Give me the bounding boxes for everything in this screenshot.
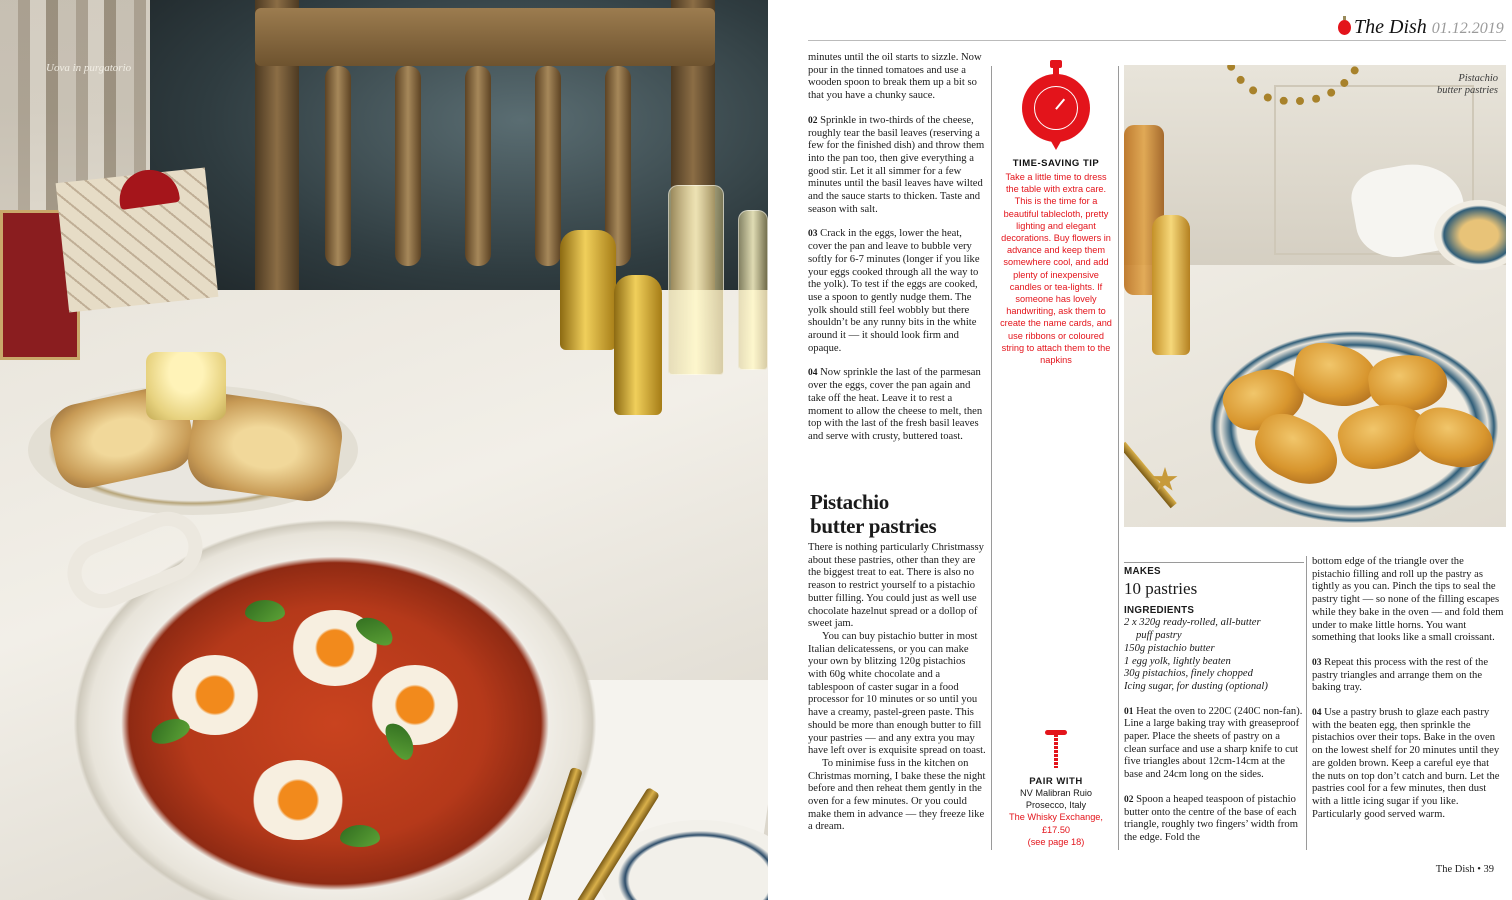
photo-egg [250,760,346,840]
recipe-title-line2: butter pastries [810,514,937,538]
photo-champagne-glass [738,210,768,370]
photo-basil [340,825,380,847]
tip-body: Take a little time to dress the table with extra care. This is the time for a beautiful tablecloth, pretty lighting and elegant decorations. Buy flowers in advance and keep them somewhere cool, and add plenty of inexpensive candles or tea-lights. If someone has lovely handwriting, ask them to create the name cards, and use ribbons or coloured string to attach them to the napkins [1000,172,1112,366]
header-date: 01.12.2019 [1431,20,1504,37]
step-04 [1312,707,1504,821]
photo-pepper-shaker [614,275,662,415]
ingredient-item: 2 x 320g ready-rolled, all-butter [1124,617,1261,629]
recipe-title-line1: Pistachio [810,490,889,514]
header-rule [808,40,1506,41]
header-brand [1354,16,1504,39]
recipe-intro [808,542,986,834]
tip-heading: TIME-SAVING TIP [1012,158,1100,169]
step-text: Heat the oven to 220C (240C non-fan). Line a large baking tray with greaseproof paper. Place the sheets of pastry on a clean surface and use a sharp knife to cut five triangles about 12cm-14cm at the base and 24cm long on the sides. [1124,705,1303,781]
wine-price: £17.50 [1041,824,1071,835]
wine-shop: The Whisky Exchange, [1009,812,1103,823]
ingredients-list [1124,617,1304,693]
ingredient-item: 150g pistachio butter [1124,642,1215,654]
page-footer: The Dish • 39 [1435,864,1494,875]
step-text: minutes until the oil starts to sizzle. Now pour in the tinned tomatoes and use a wooden spoon to break them up a bit so that you have a chunky sauce. [808,52,982,102]
step-number: 01 [1124,706,1134,717]
column-divider [1118,66,1119,850]
see-page-link[interactable]: (see page 18) [1027,836,1085,847]
step-03 [808,228,986,355]
pistachio-pastries-photo [1124,65,1506,527]
wine-region: Prosecco, Italy [1025,800,1087,811]
intro-paragraph: You can buy pistachio butter in most Italian delicatessens, or you can make your own by blitzing 120g pistachios with 60g white chocolate and a tablespoon of caster sugar in a food processor for 10 minutes or so until you have a creamy, pastel-green paste. This should be more than enough butter to fill your pastries — and any extra you may have left over is exquisite spread on toast. [808,630,986,757]
photo-caption-line1: Pistachio [1458,73,1498,84]
wine-name: NV Malibran Ruio [1020,788,1092,798]
step-text: Sprinkle in two-thirds of the cheese, roughly tear the basil leaves (reserving a few for the finished dish) and throw them into the pan too, then give everything a good stir. Let it all simmer for a few minutes until the basil leaves have wilted and the sauce starts to thicken. Taste and season with salt. [808,114,985,215]
photo-basil [245,600,285,622]
pair-heading: PAIR WITH [1029,776,1083,787]
column-divider [1306,556,1307,850]
step-03 [1312,657,1504,695]
pair-with-box [998,730,1114,848]
photo-butter [146,352,226,420]
bauble-icon [1338,20,1351,35]
stopwatch-icon [1020,60,1092,152]
column-1 [808,52,986,456]
step-number: 03 [808,229,818,240]
photo-prosecco-glass [1152,215,1190,355]
step-number: 02 [1124,794,1134,805]
intro-paragraph: There is nothing particularly Christmassy about these pastries, other than they are the biggest treat to eat. There is also no reason to restrict yourself to a pistachio butter filling. You could just as well use chocolate hazelnut spread or a dollop of sweet jam. [808,542,984,630]
ingredient-item: puff pastry [1136,630,1182,642]
photo-caption [1437,73,1498,97]
ingredient-item: 1 egg yolk, lightly beaten [1124,655,1231,667]
step-number: 03 [1312,657,1322,668]
photo-champagne-glass [668,185,724,375]
ingredient-item: Icing sugar, for dusting (optional) [1124,680,1268,692]
step-01 [1124,706,1304,782]
step-number: 04 [1312,708,1322,719]
makes-rule [1124,562,1304,563]
makes-value: 10 pastries [1124,578,1198,598]
photo-egg [370,665,460,745]
step-text: Use a pastry brush to glaze each pastry with the beaten egg, then sprinkle the pistachios over their tops. Bake in the oven on the lowest shelf for 20 minutes until they are golden brown. Keep a careful eye that the nuts on top don’t catch and burn. Let the pastries cool for a few minutes, then dust with a little icing sugar if you like. Particularly good served warm. [1312,707,1500,820]
time-saving-tip [998,60,1114,366]
recipe-title [810,490,990,538]
step-02 [808,115,986,217]
column-4 [1312,556,1504,821]
photo-caption: Uova in purgatorio [46,62,132,74]
ingredients-label: INGREDIENTS [1124,604,1195,616]
intro-paragraph: To minimise fuss in the kitchen on Christmas morning, I bake these the night before and then reheat them gently in the oven for a few minutes. Or you could make them in advance — they freeze like a dream. [808,757,986,833]
step-number: 04 [808,368,818,379]
photo-salt-shaker [560,230,616,350]
step-text: Repeat this process with the rest of the pastry triangles and arrange them on the baking tray. [1312,656,1489,694]
step-text: Spoon a heaped teaspoon of pistachio butter onto the centre of the base of each triangle, roughly two fingers’ width from the edge. Fold the [1124,793,1298,843]
step-number: 02 [808,115,818,126]
ingredient-item: 30g pistachios, finely chopped [1124,668,1253,680]
step-text: Crack in the eggs, lower the heat, cover the pan and leave to bubble very softly for 6-7 minutes (longer if you like your eggs cooked through all the way to the yolk). To test if the eggs are cooked, use a spoon to gently nudge them. The yolk should still feel wobbly but there shouldn’t be any runny bits in the white around it — it should look firm and opaque. [808,228,980,354]
step-text: Now sprinkle the last of the parmesan over the eggs, cover the pan again and take off the heat. Leave it to rest a moment to allow the cheese to melt, then top with the last of the fresh basil leaves and serve with crusty, buttered toast. [808,367,983,442]
photo-caption-line2: butter pastries [1437,85,1498,96]
corkscrew-icon [1045,730,1067,770]
step-text: bottom edge of the triangle over the pistachio filling and roll up the pastry as tightly as you can. Pinch the tips to seal the pastry tight — so none of the filling escapes while they bake in the oven — and fold them under to make little horns. You want something that looks like a small croissant. [1312,556,1504,644]
makes-label: MAKES [1124,566,1161,577]
step-02 [1124,794,1304,845]
header-brand-name: The Dish [1354,16,1427,38]
step-04 [808,367,986,443]
column-divider [991,66,992,850]
column-3 [1124,566,1304,845]
